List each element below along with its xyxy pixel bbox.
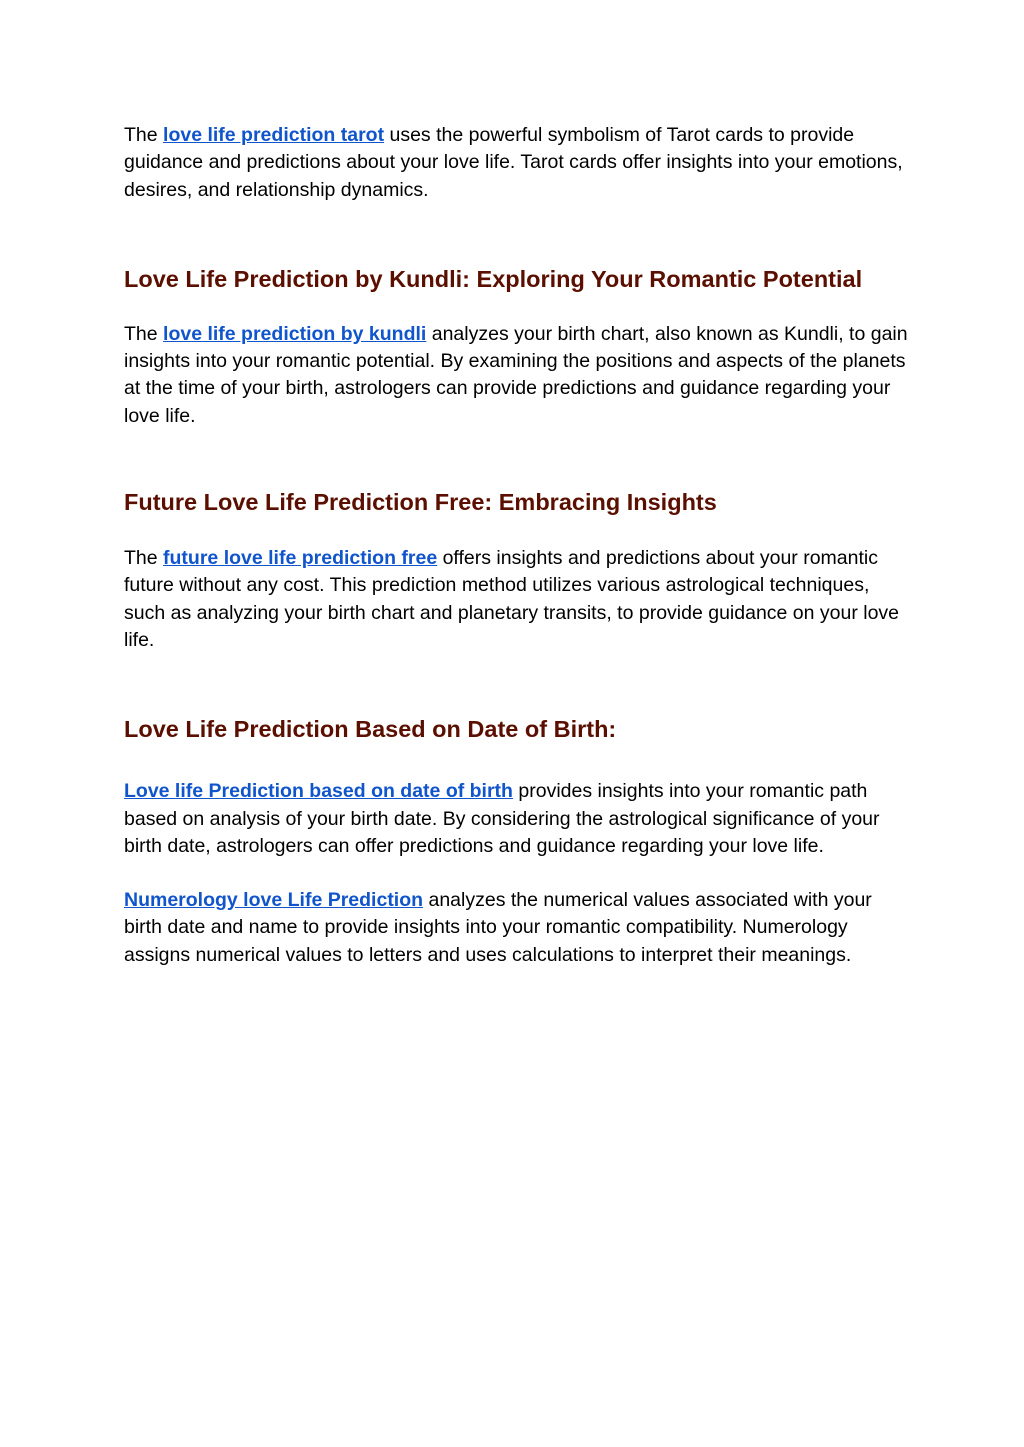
kundli-paragraph: [124, 321, 914, 430]
dob-body-text: provides insights into your romantic path based on analysis of your birth date. By considering the astrological significance of your birth date, astrologers can offer predictions and guidance regarding your love life.: [124, 780, 880, 857]
kundli-body-text: analyzes your birth chart, also known as Kundli, to gain insights into your romantic potential. By examining the positions and aspects of the planets at the time of your birth, astrologers can provide predictions and guidance regarding your love life.: [124, 322, 908, 427]
tarot-body-text: uses the powerful symbolism of Tarot cards to provide guidance and predictions about your love life. Tarot cards offer insights into your emotions, desires, and relationship dynamics.: [124, 124, 903, 201]
numerology-paragraph: [124, 887, 914, 969]
future-heading: Future Love Life Prediction Free: Embracing Insights: [124, 489, 717, 516]
future-lead-text: The: [124, 547, 164, 570]
kundli-lead-text: The: [124, 322, 164, 345]
dob-heading: Love Life Prediction Based on Date of Birth:: [124, 716, 617, 743]
future-link[interactable]: future love life prediction free: [163, 547, 438, 570]
numerology-link[interactable]: Numerology love Life Prediction: [124, 889, 424, 912]
kundli-link[interactable]: love life prediction by kundli: [163, 322, 427, 345]
tarot-link[interactable]: love life prediction tarot: [163, 124, 385, 146]
numerology-body-text: analyzes the numerical values associated with your birth date and name to provide insights into your romantic compatibility. Numerology assigns numerical values to letters and uses calculations to interpret their meanings.: [124, 889, 872, 966]
dob-link[interactable]: Love life Prediction based on date of birth: [124, 780, 513, 803]
dob-paragraph: [124, 778, 914, 860]
kundli-heading: Love Life Prediction by Kundli: Exploring Your Romantic Potential: [124, 265, 863, 292]
document-page: [124, 122, 914, 969]
future-paragraph: [124, 545, 914, 654]
future-body-text: offers insights and predictions about your romantic future without any cost. This prediction method utilizes various astrological techniques, such as analyzing your birth chart and planetary transits, to provide guidance on your love life.: [124, 547, 900, 651]
tarot-lead-text: The: [124, 124, 164, 146]
tarot-paragraph: [124, 122, 914, 204]
